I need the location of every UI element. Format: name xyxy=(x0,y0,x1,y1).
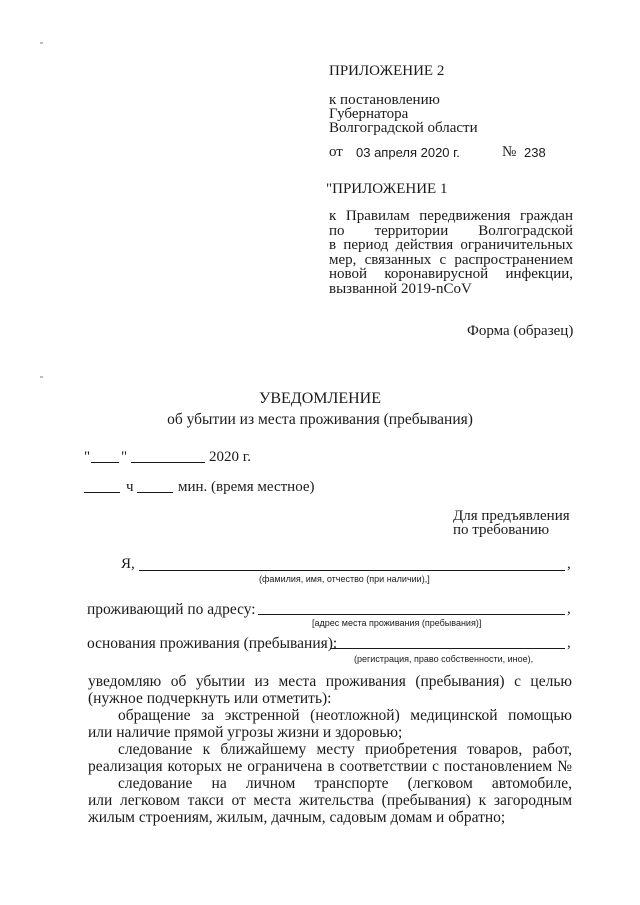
name-comma: , xyxy=(567,556,571,572)
basis-prefix: основания проживания (пребывания): xyxy=(87,635,338,652)
sub-appendix-title: "ПРИЛОЖЕНИЕ 1 xyxy=(326,181,448,197)
presentation-line-1: Для предъявления xyxy=(453,508,570,524)
addressee-line: Волгоградской области xyxy=(329,120,478,136)
date-day-blank[interactable] xyxy=(91,462,119,463)
purpose-item-medical[interactable] xyxy=(88,707,572,741)
basis-hint: (регистрация, право собственности, иное), xyxy=(354,654,534,664)
sub-appendix-line: новой коронавирусной инфекции, xyxy=(329,267,573,282)
date-year: 2020 г. xyxy=(209,449,251,465)
purpose-item-shopping[interactable] xyxy=(88,741,572,775)
scan-speck xyxy=(40,376,43,378)
minute-label: мин. (время местное) xyxy=(178,479,315,495)
sub-appendix-line: по территории Волгоградской xyxy=(329,223,573,238)
purpose-line: жилым строениям, жилым, дачным, садовым домам и обратно; xyxy=(88,809,506,826)
sub-appendix-line: мер, связанных с распространением xyxy=(329,252,573,267)
intro-paragraph xyxy=(88,673,572,707)
notice-subtitle: об убытии из места проживания (пребывания) xyxy=(167,411,473,428)
form-label: Форма (образец) xyxy=(467,323,574,339)
appendix-title: ПРИЛОЖЕНИЕ 2 xyxy=(329,63,445,79)
sub-appendix-line: к Правилам передвижения граждан xyxy=(329,209,573,224)
purpose-item-transport[interactable] xyxy=(88,775,572,826)
purpose-line: реализация которых не ограничена в соответствии с постановлением № xyxy=(88,758,572,775)
date-month-blank[interactable] xyxy=(131,462,205,463)
date-open-quote: " xyxy=(84,449,91,465)
number-prefix: № xyxy=(502,144,517,160)
basis-field[interactable] xyxy=(331,648,565,649)
purpose-line: или наличие прямой угрозы жизни и здоровью; xyxy=(88,724,403,741)
purpose-line: обращение за экстренной (неотложной) медицинской помощью xyxy=(118,707,572,724)
scan-speck xyxy=(40,42,43,44)
purpose-line: следование к ближайшему месту приобретения товаров, работ, xyxy=(118,741,572,758)
addressee-line: Губернатора xyxy=(329,106,409,122)
date-prefix: от xyxy=(329,144,343,160)
basis-comma: , xyxy=(567,635,571,651)
sub-appendix-text xyxy=(329,209,573,296)
appendix-addressee xyxy=(329,93,478,135)
name-prefix: Я, xyxy=(121,556,135,572)
addressee-line: к постановлению xyxy=(329,92,440,108)
name-field[interactable] xyxy=(139,570,565,571)
decree-number: 238 xyxy=(524,145,546,160)
notice-title: УВЕДОМЛЕНИЕ xyxy=(259,390,381,407)
purpose-line: следование на личном транспорте (легковом автомобиле, xyxy=(118,775,572,792)
presentation-line-2: по требованию xyxy=(453,522,550,538)
address-prefix: проживающий по адресу: xyxy=(87,601,256,618)
name-hint: (фамилия, имя, отчество (при наличии),] xyxy=(259,574,430,584)
hour-label: ч xyxy=(126,479,134,495)
address-field[interactable] xyxy=(258,614,565,615)
hour-blank[interactable] xyxy=(84,492,120,493)
date-close-quote: " xyxy=(121,449,128,465)
minute-blank[interactable] xyxy=(137,492,173,493)
intro-line: (нужное подчеркнуть или отметить): xyxy=(88,690,332,707)
intro-line: уведомляю об убытии из места проживания (пребывания) с целью xyxy=(88,673,572,690)
sub-appendix-line: в период действия ограничительных xyxy=(329,238,573,253)
purpose-line: или легковом такси от места жительства (пребывания) к загородным xyxy=(88,792,572,809)
address-comma: , xyxy=(567,601,571,617)
address-hint: [адрес места проживания (пребывания)] xyxy=(312,618,482,628)
decree-date: 03 апреля 2020 г. xyxy=(356,145,460,160)
sub-appendix-line: вызванной 2019-nCoV xyxy=(329,281,472,296)
